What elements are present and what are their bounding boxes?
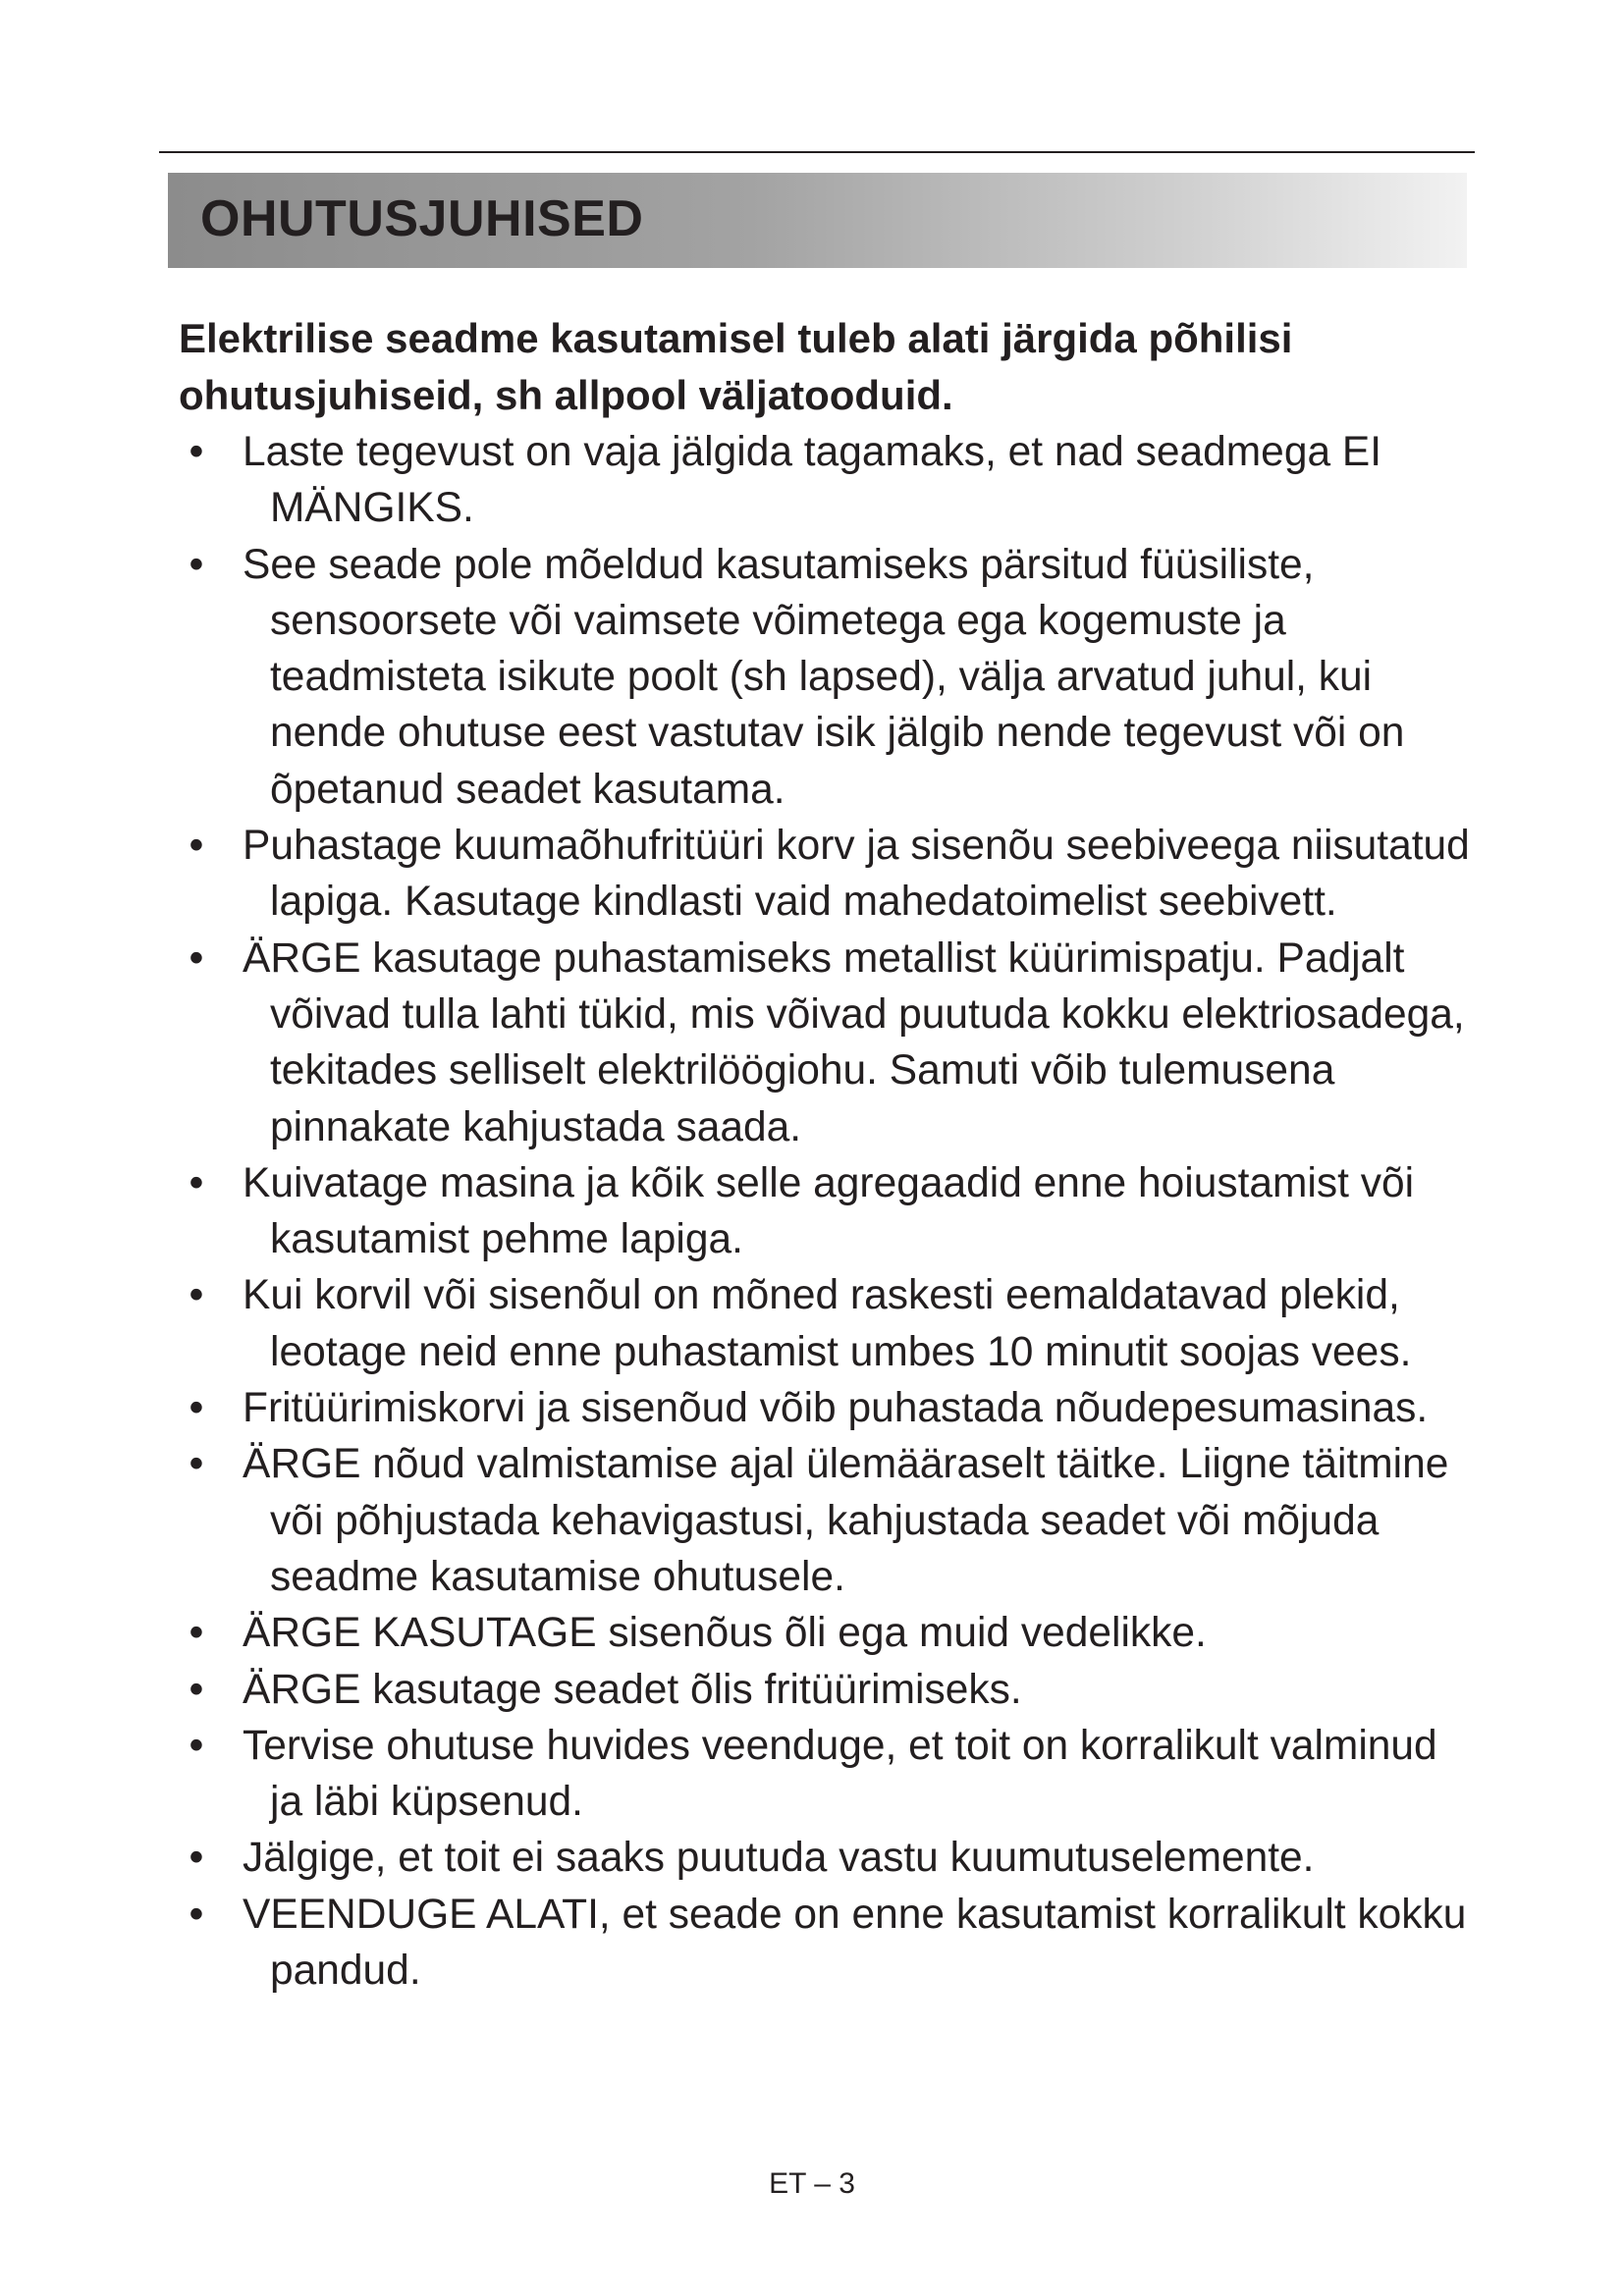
bullet-icon: • xyxy=(189,429,204,475)
list-item xyxy=(179,537,1475,818)
list-item xyxy=(179,931,1475,1155)
section-title: OHUTUSJUHISED xyxy=(200,190,644,247)
bullet-icon: • xyxy=(189,1272,204,1319)
bullet-icon: • xyxy=(189,1666,204,1713)
list-item xyxy=(179,1155,1475,1268)
bullet-icon: • xyxy=(189,823,204,870)
list-item-text: Laste tegevust on vaja jälgida tagamaks, et nad seadmega EI MÄNGIKS. xyxy=(243,429,1382,532)
bullet-icon: • xyxy=(189,541,204,588)
list-item-text: See seade pole mõeldud kasutamiseks pärsitud füüsiliste, sensoorsete või vaimsete võimetega ega kogemuste ja teadmisteta isikute poolt (sh lapsed), välja arvatud juhul, kui nende ohutuse eest vastutav isik jälgib nende tegevust või on õpetanud seadet kasutama. xyxy=(243,541,1405,813)
list-item-text: Fritüürimiskorvi ja sisenõud võib puhastada nõudepesumasinas. xyxy=(243,1385,1429,1432)
list-item xyxy=(179,1662,1475,1718)
list-item xyxy=(179,1830,1475,1886)
bullet-icon: • xyxy=(189,1159,204,1206)
section-title-band xyxy=(168,173,1467,268)
bullet-icon: • xyxy=(189,1441,204,1488)
list-item-text: Puhastage kuumaõhufritüüri korv ja sisenõu seebiveega niisutatud lapiga. Kasutage kindlasti vaid mahedatoimelist seebivett. xyxy=(243,823,1470,926)
list-item-text: ÄRGE nõud valmistamise ajal ülemääraselt täitke. Liigne täitmine või põhjustada kehavigastusi, kahjustada seadet või mõjuda seadme kasutamise ohutusele. xyxy=(243,1441,1449,1600)
bullet-icon: • xyxy=(189,1385,204,1432)
list-item xyxy=(179,818,1475,931)
list-item xyxy=(179,1380,1475,1436)
bullet-icon: • xyxy=(189,934,204,982)
bullet-icon: • xyxy=(189,1891,204,1938)
list-item-text: ÄRGE kasutage puhastamiseks metallist küürimispatju. Padjalt võivad tulla lahti tükid, mis võivad puutuda kokku elektriosadega, tekitades selliselt elektrilöögiohu. Samuti võib tulemusena pinnakate kahjustada saada. xyxy=(243,934,1465,1150)
bullet-icon: • xyxy=(189,1610,204,1657)
list-item xyxy=(179,1267,1475,1380)
list-item-text: Jälgige, et toit ei saaks puutuda vastu kuumutuselemente. xyxy=(243,1835,1315,1882)
bullet-icon: • xyxy=(189,1722,204,1769)
bullet-icon: • xyxy=(189,1835,204,1882)
intro-paragraph: Elektrilise seadme kasutamisel tuleb alati järgida põhilisi ohutusjuhiseid, sh allpool väljatooduid. xyxy=(179,315,1293,418)
list-item-text: Kuivatage masina ja kõik selle agregaadid enne hoiustamist või kasutamist pehme lapiga. xyxy=(243,1159,1415,1263)
list-item-text: Tervise ohutuse huvides veenduge, et toit on korralikult valminud ja läbi küpsenud. xyxy=(243,1722,1437,1826)
header-rule xyxy=(159,151,1475,153)
list-item xyxy=(179,1718,1475,1831)
safety-instructions-list xyxy=(179,424,1475,1999)
list-item-text: ÄRGE kasutage seadet õlis fritüürimiseks. xyxy=(243,1666,1022,1713)
list-item xyxy=(179,424,1475,537)
list-item-text: Kui korvil või sisenõul on mõned raskesti eemaldatavad plekid, leotage neid enne puhastamist umbes 10 minutit soojas vees. xyxy=(243,1272,1412,1375)
list-item xyxy=(179,1436,1475,1605)
page-number: ET – 3 xyxy=(769,2167,855,2200)
list-item xyxy=(179,1887,1475,2000)
list-item-text: VEENDUGE ALATI, et seade on enne kasutamist korralikult kokku pandud. xyxy=(243,1891,1467,1995)
list-item xyxy=(179,1605,1475,1661)
list-item-text: ÄRGE KASUTAGE sisenõus õli ega muid vedelikke. xyxy=(243,1610,1207,1657)
